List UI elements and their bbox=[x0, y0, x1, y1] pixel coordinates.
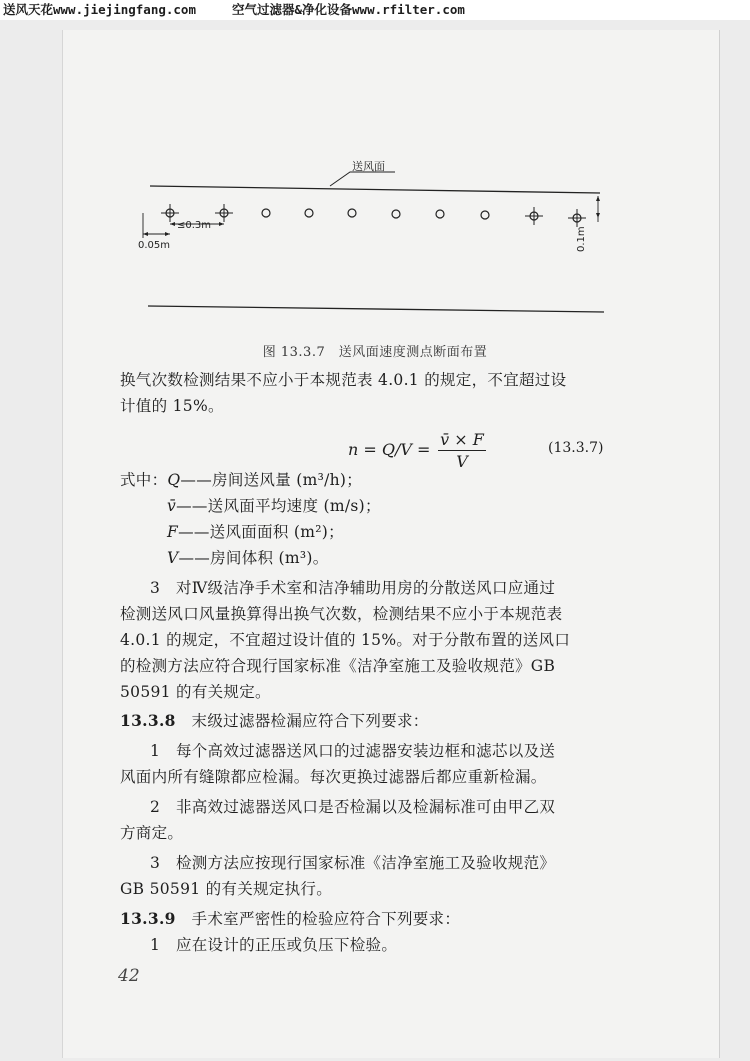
section-13-3-8-number: 13.3.8 bbox=[120, 711, 176, 730]
def-text-q: ——房间送风量 (m³/h)； bbox=[180, 471, 363, 489]
item3-line2: 检测送风口风量换算得出换气次数，检测结果不应小于本规范表 bbox=[120, 605, 563, 623]
section-13-3-9-number: 13.3.9 bbox=[120, 909, 176, 928]
measurement-point bbox=[348, 209, 356, 217]
item3-line4: 的检测方法应符合现行国家标准《洁净室施工及验收规范》GB bbox=[120, 657, 556, 675]
def-row-f bbox=[167, 521, 344, 543]
bottom-line bbox=[148, 306, 604, 312]
s1338-item1-line2: 风面内所有缝隙都应检漏。每次更换过滤器后都应重新检漏。 bbox=[120, 768, 547, 786]
item3-line1: 3 对Ⅳ级洁净手术室和洁净辅助用房的分散送风口应通过 bbox=[150, 579, 556, 597]
formula-lhs: n = Q/V = bbox=[348, 440, 431, 459]
height-label: 0.1m bbox=[576, 226, 587, 252]
s1339-item1: 1 应在设计的正压或负压下检验。 bbox=[150, 936, 398, 954]
section-13-3-9-text: 手术室严密性的检验应符合下列要求： bbox=[191, 910, 461, 928]
measurement-point bbox=[481, 211, 489, 219]
s1338-item2-line1: 2 非高效过滤器送风口是否检漏以及检漏标准可由甲乙双 bbox=[150, 798, 556, 816]
def-symbol-volume: V bbox=[167, 549, 179, 567]
def-symbol-f: F bbox=[167, 523, 179, 541]
formula-denominator: V bbox=[456, 452, 468, 471]
figure-caption: 图 13.3.7 送风面速度测点断面布置 bbox=[262, 345, 488, 360]
def-text-v: ——送风面平均速度 (m/s)； bbox=[176, 497, 381, 515]
s1338-item1-line1: 1 每个高效过滤器送风口的过滤器安装边框和滤芯以及送 bbox=[150, 742, 556, 760]
def-row-q bbox=[120, 469, 362, 491]
spacing-label: ≤0.3m bbox=[177, 220, 212, 231]
def-symbol-v: v̄ bbox=[167, 497, 177, 515]
s1338-item2-line2: 方商定。 bbox=[120, 824, 184, 842]
def-text-f: ——送风面面积 (m²)； bbox=[178, 523, 344, 541]
para1-line2: 计值的 15%。 bbox=[120, 397, 224, 415]
section-13-3-8-text: 末级过滤器检漏应符合下列要求： bbox=[191, 712, 429, 730]
leader-line bbox=[330, 172, 395, 186]
def-row-v bbox=[167, 495, 381, 517]
equation-number: (13.3.7) bbox=[548, 440, 604, 456]
supply-surface-line bbox=[150, 186, 600, 193]
def-text-volume: ——房间体积 (m³)。 bbox=[178, 549, 329, 567]
def-symbol-q: Q bbox=[167, 471, 181, 489]
def-row-volume bbox=[167, 547, 329, 569]
s1338-item3-line2: GB 50591 的有关规定执行。 bbox=[120, 880, 333, 898]
formula-fraction bbox=[438, 430, 486, 471]
measurement-point-diagram bbox=[0, 0, 750, 330]
section-13-3-9 bbox=[120, 908, 460, 930]
where-label: 式中： bbox=[120, 471, 168, 489]
supply-surface-label: 送风面 bbox=[352, 160, 385, 173]
measurement-point bbox=[436, 210, 444, 218]
header-left-text: 送风天花www.jiejingfang.com bbox=[3, 2, 196, 17]
section-13-3-8 bbox=[120, 710, 429, 732]
s1338-item3-line1: 3 检测方法应按现行国家标准《洁净室施工及验收规范》 bbox=[150, 854, 556, 872]
measurement-point bbox=[305, 209, 313, 217]
header-right-text: 空气过滤器&净化设备www.rfilter.com bbox=[232, 2, 465, 17]
measurement-point bbox=[262, 209, 270, 217]
measurement-point bbox=[392, 210, 400, 218]
item3-line3: 4.0.1 的规定，不宜超过设计值的 15%。对于分散布置的送风口 bbox=[120, 631, 571, 649]
edge-label: 0.05m bbox=[138, 240, 171, 251]
para1-line1: 换气次数检测结果不应小于本规范表 4.0.1 的规定，不宜超过设 bbox=[120, 371, 567, 389]
measurement-points bbox=[161, 204, 586, 227]
formula-numerator: v̄ × F bbox=[438, 430, 486, 451]
page-number: 42 bbox=[118, 966, 140, 986]
item3-line5: 50591 的有关规定。 bbox=[120, 683, 271, 701]
